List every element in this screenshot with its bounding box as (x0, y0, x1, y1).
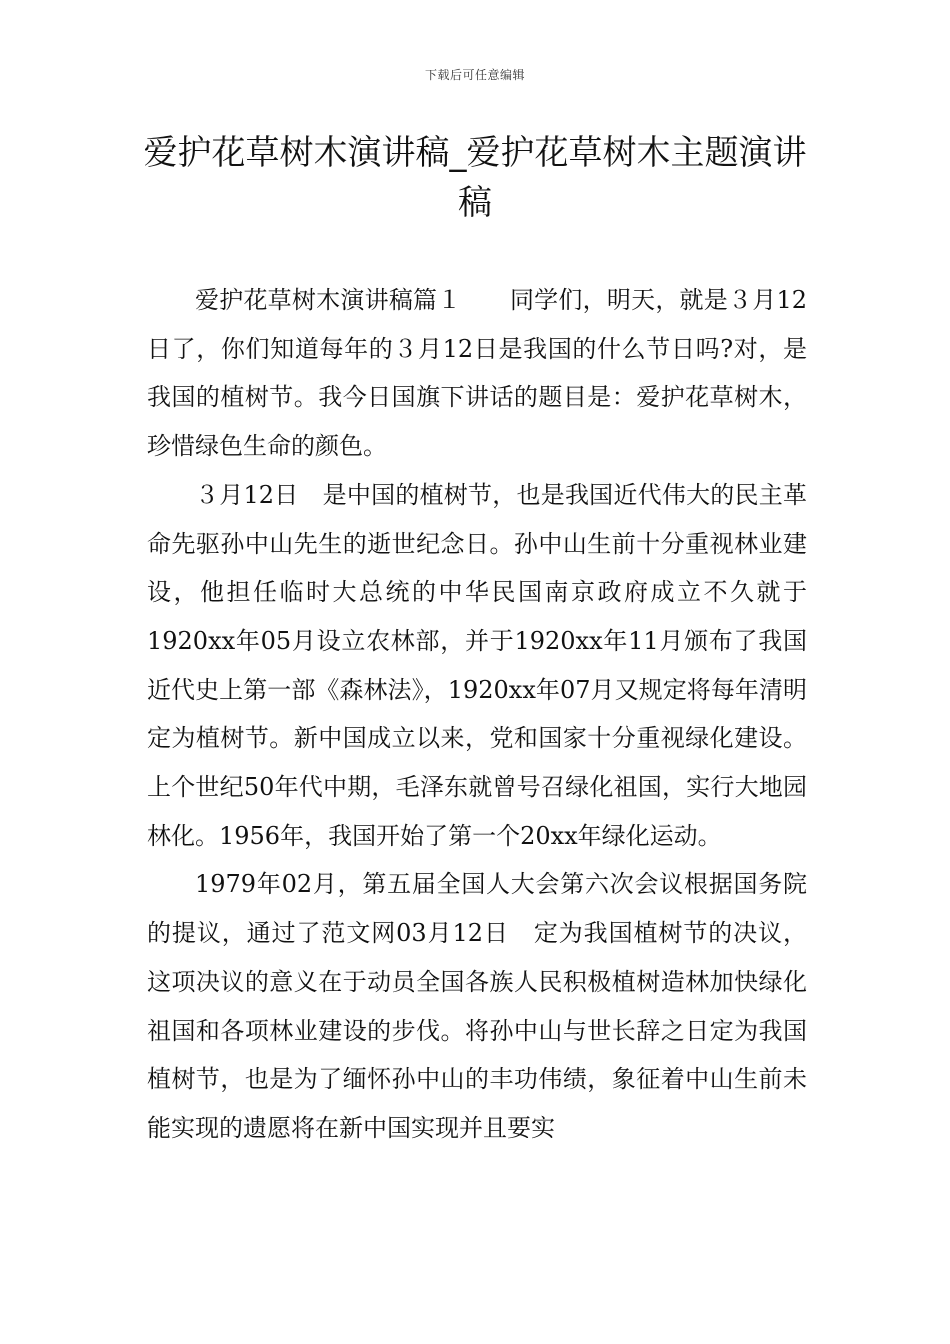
paragraph-1: 爱护花草树木演讲稿篇１ 同学们，明天，就是３月12日了，你们知道每年的３月12日是我国的什么节日吗?对，是我国的植树节。我今日国旗下讲话的题目是：爱护花草树木，珍惜绿色生命的颜色。 (147, 286, 807, 461)
paragraph-2: ３月12日 是中国的植树节，也是我国近代伟大的民主革命先驱孙中山先生的逝世纪念日。孙中山生前十分重视林业建设，他担任临时大总统的中华民国南京政府成立不久就于1920xx年05月设立农林部，并于1920xx年11月颁布了我国近代史上第一部《森林法》，1920xx年07月又规定将每年清明定为植树节。新中国成立以来，党和国家十分重视绿化建设。上个世纪50年代中期，毛泽东就曾号召绿化祖国，实行大地园林化。1956年，我国开始了第一个20xx年绿化运动。 (147, 480, 807, 850)
header-note: 下载后可任意编辑 (424, 68, 525, 82)
document-title: 爱护花草树木演讲稿_爱护花草树木主题演讲稿 (143, 133, 807, 223)
paragraph-3: 1979年02月，第五届全国人大会第六次会议根据国务院的提议，通过了范文网03月12日 定为我国植树节的决议，这项决议的意义在于动员全国各族人民积极植树造林加快绿化祖国和各项林业建设的步伐。将孙中山与世长辞之日定为我国植树节，也是为了缅怀孙中山的丰功伟绩，象征着中山生前未能实现的遗愿将在新中国实现并且要实 (147, 870, 807, 1142)
document-body (147, 276, 807, 1153)
